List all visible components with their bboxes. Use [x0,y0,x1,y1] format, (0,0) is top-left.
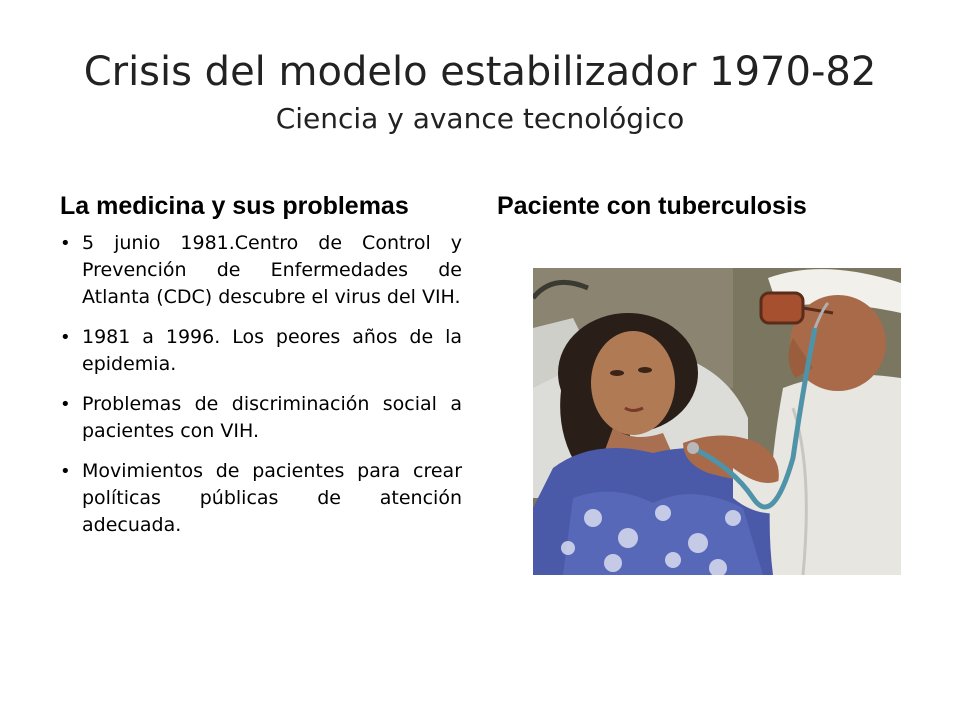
right-column-heading: Paciente con tuberculosis [497,192,807,220]
bullet-text: 1981 a 1996. Los peores años de la epidemia. [82,326,462,375]
bullet-list [60,230,462,552]
bullet-text: Movimientos de pacientes para crear políticas públicas de atención adecuada. [82,460,462,536]
bullet-item [60,230,462,311]
bullet-dot-icon: • [60,327,71,348]
slide-subtitle: Ciencia y avance tecnológico [275,102,685,135]
left-column-heading: La medicina y sus problemas [60,192,409,220]
bullet-text: Problemas de discriminación social a pacientes con VIH. [82,393,462,442]
bullet-text: 5 junio 1981.Centro de Control y Prevención de Enfermedades de Atlanta (CDC) descubre el virus del VIH. [82,232,462,308]
bullet-dot-icon: • [60,233,71,254]
slide-title: Crisis del modelo estabilizador 1970-82 [83,49,877,95]
bullet-item [60,458,462,539]
bullet-dot-icon: • [60,461,71,482]
patient-photo [533,268,901,575]
bullet-item [60,391,462,445]
bullet-dot-icon: • [60,394,71,415]
bullet-item [60,324,462,378]
patient-photo-illustration [533,268,901,575]
